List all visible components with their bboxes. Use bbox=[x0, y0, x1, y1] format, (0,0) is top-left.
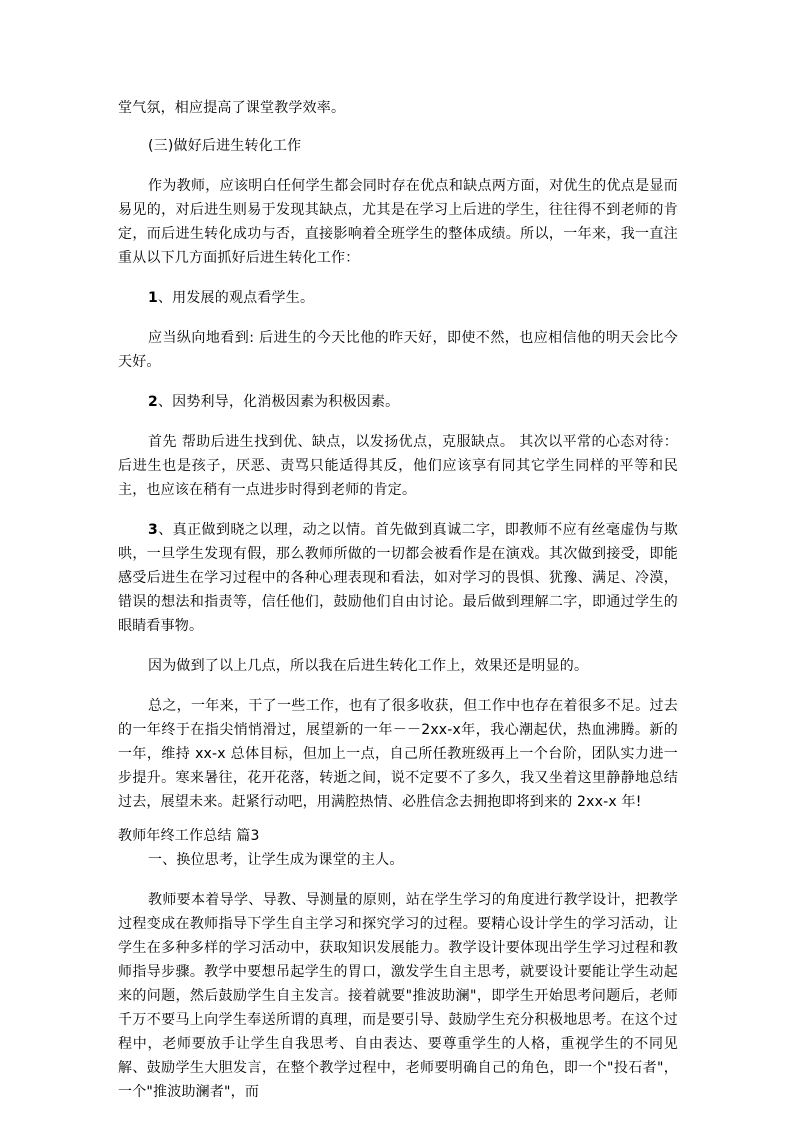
list-item-text: 、用发展的观点看学生。 bbox=[157, 290, 315, 306]
article-title-part3: 教师年终工作总结 篇3 bbox=[118, 828, 260, 844]
paragraph-result: 因为做到了以上几点，所以我在后进生转化工作上，效果还是明显的。 bbox=[148, 658, 589, 674]
list-number: 2 bbox=[148, 394, 158, 410]
list-item-text: 、因势利导，化消极因素为积极因素。 bbox=[157, 394, 400, 410]
paragraph-teacher-view: 作为教师，应该明白任何学生都会同时存在优点和缺点两方面，对优生的优点是显而易见的，对后进生则易于发现其缺点，尤其是在学习上后进的学生，往往得不到老师的肯定，而后进生转化成功与否，直接影响着全班学生的整体成绩。所以，一年来，我一直注重从以下几方面抓好后进生转化工作： bbox=[118, 178, 678, 266]
section-heading-perspective: 一、换位思考，让学生成为课堂的主人。 bbox=[148, 852, 404, 868]
list-item-text: 、真正做到晓之以理，动之以情。首先做到真诚二字，即教师不应有丝毫虚伪与欺哄，一旦学生发现有假，那么教师所做的一切都会被看作是在演戏。其次做到接受，即能感受后进生在学习过程中的各种心理表现和看法，如对学习的畏惧、犹豫、满足、冷漠，错误的想法和指责等，信任他们，鼓励他们自由讨论。最后做到理解二字，即通过学生的眼睛看事物。 bbox=[118, 522, 678, 634]
paragraph-vertical-view: 应当纵向地看到: 后进生的今天比他的昨天好，即使不然，也应相信他的明天会比今天好。 bbox=[118, 330, 678, 370]
list-item-2 bbox=[118, 390, 678, 414]
list-number: 1 bbox=[148, 290, 158, 306]
list-item-3 bbox=[118, 518, 678, 638]
document-page bbox=[118, 96, 678, 1104]
paragraph-continuation: 堂气氛，相应提高了课堂教学效率。 bbox=[118, 100, 346, 116]
list-number: 3 bbox=[148, 522, 158, 538]
paragraph-summary: 总之，一年来，干了一些工作，也有了很多收获，但工作中也存在着很多不足。过去的一年终于在指尖悄悄滑过，展望新的一年－－2xx-x年，我心潮起伏，热血沸腾。新的一年，维持 xx-x 总体目标，但加上一点，自己所任教班级再上一个台阶，团队实力进一步提升。寒来暑往，花开花落，转逝之间，说不定要不了多久，我又坐着这里静静地总结过去，展望未来。赶紧行动吧，用满腔热情、必胜信念去拥抱即将到来的 2xx-x 年! bbox=[118, 698, 678, 810]
paragraph-first-help: 首先 帮助后进生找到优、缺点，以发扬优点，克服缺点。 其次以平常的心态对待：后进生也是孩子，厌恶、责骂只能适得其反，他们应该享有同其它学生同样的平等和民主，也应该在稍有一点进步时得到老师的肯定。 bbox=[118, 434, 678, 498]
list-item-1 bbox=[118, 286, 678, 310]
paragraph-teaching-design: 教师要本着导学、导教、导测量的原则，站在学生学习的角度进行教学设计，把教学过程变成在教师指导下学生自主学习和探究学习的过程。要精心设计学生的学习活动，让学生在多种多样的学习活动中，获取知识发展能力。教学设计要体现出学生学习过程和教师指导步骤。教学中要想吊起学生的胃口，激发学生自主思考，就要设计要能让学生动起来的问题，然后鼓励学生自主发言。接着就要"推波助澜"，即学生开始思考问题后，老师千万不要马上向学生奉送所谓的真理，而是要引导、鼓励学生充分积极地思考。在这个过程中，老师要放手让学生自我思考、自由表达、要尊重学生的人格，重视学生的不同见解、鼓励学生大胆发言，在整个教学过程中，老师要明确自己的角色，即一个"投石者"，一个"推波助澜者"，而 bbox=[118, 892, 678, 1100]
section-heading-later-students: (三)做好后进生转化工作 bbox=[148, 138, 302, 154]
